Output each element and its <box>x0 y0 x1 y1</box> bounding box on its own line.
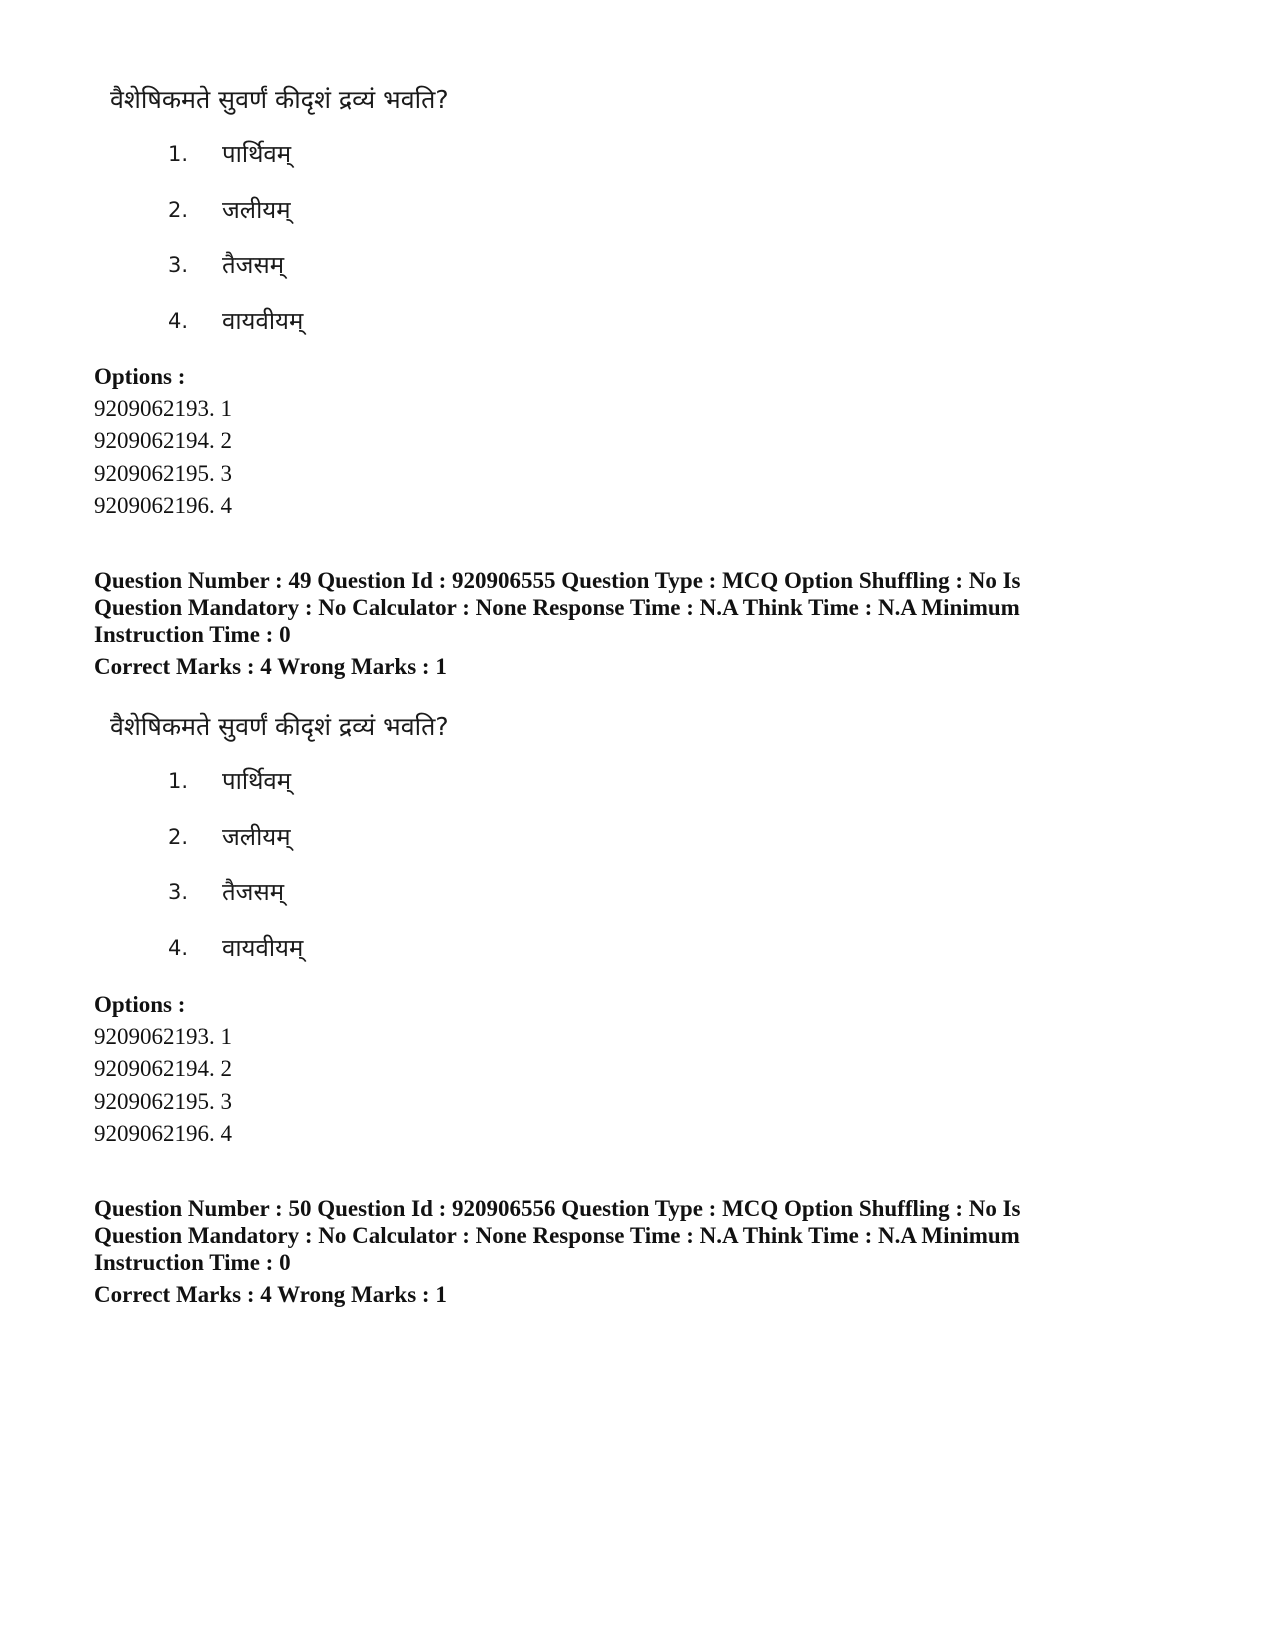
marks-line-49: Correct Marks : 4 Wrong Marks : 1 <box>94 654 447 679</box>
option-line: 9209062196. 4 <box>94 1121 232 1146</box>
options-heading: Options : <box>94 992 186 1017</box>
meta-line: Question Number : 49 Question Id : 920906555 Question Type : MCQ Option Shuffling : No Is <box>94 568 1021 593</box>
choice-label: वायवीयम् <box>222 934 304 962</box>
choice-label: तैजसम् <box>222 878 285 906</box>
choice-number: 2. <box>168 825 189 849</box>
meta-line: Question Mandatory : No Calculator : None Response Time : N.A Think Time : N.A Minimum <box>94 595 1020 620</box>
meta-line: Question Mandatory : No Calculator : None Response Time : N.A Think Time : N.A Minimum <box>94 1223 1020 1248</box>
option-line: 9209062195. 3 <box>94 461 232 486</box>
choice-label: पार्थिवम् <box>222 767 292 795</box>
choice-number: 3. <box>168 880 189 904</box>
option-line: 9209062193. 1 <box>94 1024 232 1049</box>
options-heading: Options : <box>94 364 186 389</box>
choice-label: जलीयम् <box>222 823 291 851</box>
choice-label: तैजसम् <box>222 251 285 279</box>
question-meta-49 <box>94 567 1094 648</box>
option-line: 9209062196. 4 <box>94 493 232 518</box>
choice-label: वायवीयम् <box>222 307 304 335</box>
option-line: 9209062194. 2 <box>94 428 232 453</box>
question-meta-50 <box>94 1195 1094 1276</box>
choice-number: 1. <box>168 769 189 793</box>
choice-label: पार्थिवम् <box>222 140 292 168</box>
option-line: 9209062195. 3 <box>94 1089 232 1114</box>
choice-number: 3. <box>168 253 189 277</box>
meta-line: Instruction Time : 0 <box>94 622 291 647</box>
question-text: वैशेषिकमते सुवर्णं कीदृशं द्रव्यं भवति? <box>110 85 449 114</box>
meta-line: Question Number : 50 Question Id : 920906556 Question Type : MCQ Option Shuffling : No Is <box>94 1196 1021 1221</box>
choice-number: 4. <box>168 936 189 960</box>
choice-number: 2. <box>168 198 189 222</box>
option-line: 9209062194. 2 <box>94 1056 232 1081</box>
option-line: 9209062193. 1 <box>94 396 232 421</box>
question-text: वैशेषिकमते सुवर्णं कीदृशं द्रव्यं भवति? <box>110 712 449 741</box>
choice-label: जलीयम् <box>222 196 291 224</box>
meta-line: Instruction Time : 0 <box>94 1250 291 1275</box>
choice-number: 4. <box>168 309 189 333</box>
marks-line-50: Correct Marks : 4 Wrong Marks : 1 <box>94 1282 447 1307</box>
choice-number: 1. <box>168 142 189 166</box>
